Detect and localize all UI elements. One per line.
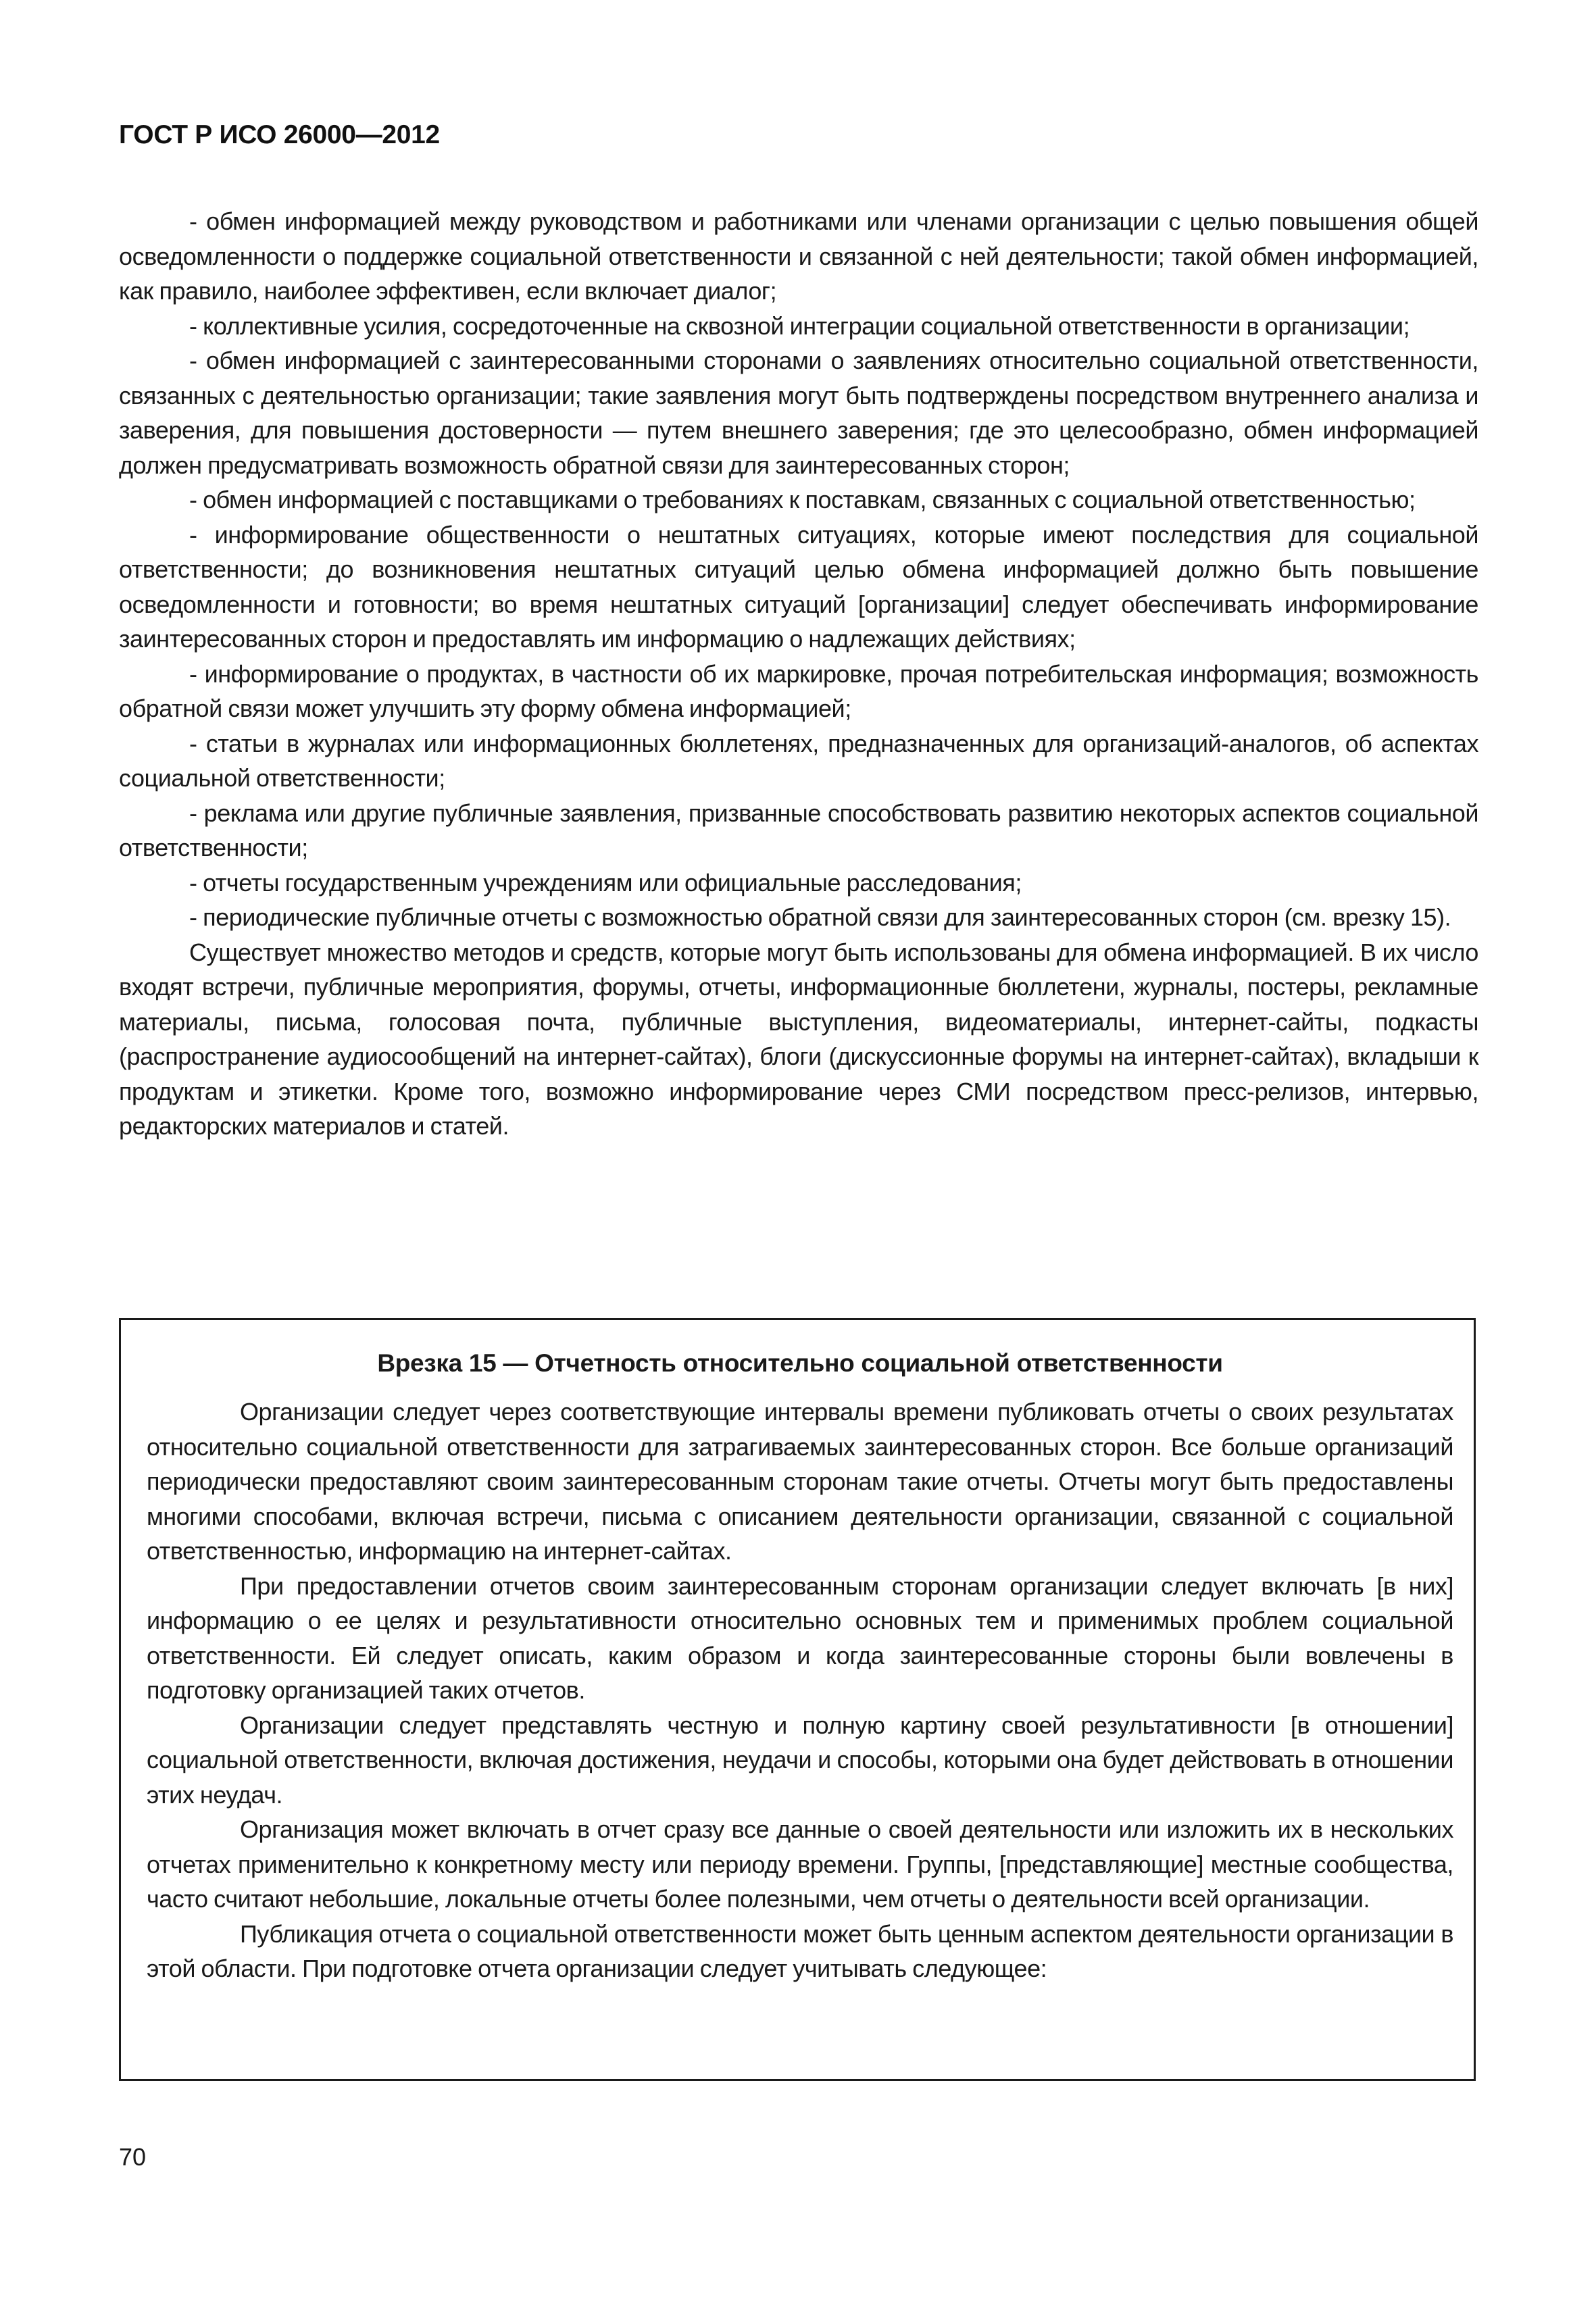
inset-box-15 — [119, 1318, 1476, 2081]
paragraph-5: - информирование общественности о нештатных ситуациях, которые имеют последствия для социальной ответственности; до возникновения нештатных ситуаций целью обмена информацией должно быть повышение осведомленности и готовности; во время нештатных ситуаций [организации] следует обеспечивать информирование заинтересованных сторон и предоставлять им информацию о надлежащих действиях; — [119, 520, 1478, 653]
inset-paragraph-2: При предоставлении отчетов своим заинтересованным сторонам организации следует включать [в них] информацию о ее целях и результативности относительно основных тем и применимых проблем социальной ответственности. Ей следует описать, каким образом и когда заинтересованные стороны были вовлечены в подготовку организацией таких отчетов. — [147, 1571, 1453, 1704]
paragraph-10: - периодические публичные отчеты с возможностью обратной связи для заинтересованных сторон (см. врезку 15). — [189, 903, 1451, 931]
inset-paragraph-1: Организации следует через соответствующие интервалы времени публиковать отчеты о своих результатах относительно социальной ответственности для затрагиваемых заинтересованных сторон. Все больше организаций периодически предоставляют своим заинтересованным сторонам такие отчеты. Отчеты могут быть предоставлены многими способами, включая встречи, письма с описанием деятельности организации, связанной с социальной ответственностью, информацию на интернет-сайтах. — [147, 1398, 1453, 1565]
inset-paragraph-4: Организация может включать в отчет сразу все данные о своей деятельности или изложить их в нескольких отчетах применительно к конкретному месту или периоду времени. Группы, [представляющие] местные сообщества, часто считают небольшие, локальные отчеты более полезными, чем отчеты о деятельности всей организации. — [147, 1815, 1453, 1913]
paragraph-6: - информирование о продуктах, в частности об их маркировке, прочая потребительская информация; возможность обратной связи может улучшить эту форму обмена информацией; — [119, 659, 1478, 722]
inset-paragraph-5: Публикация отчета о социальной ответственности может быть ценным аспектом деятельности организации в этой области. При подготовке отчета организации следует учитывать следующее: — [147, 1919, 1453, 1982]
paragraph-3: - обмен информацией с заинтересованными сторонами о заявлениях относительно социальной ответственности, связанных с деятельностью организации; такие заявления могут быть подтверждены посредством внутреннего анализа и заверения, для повышения достоверности — путем внешнего заверения; где это целесообразно, обмен информацией должен предусматривать возможность обратной связи для заинтересованных сторон; — [119, 347, 1478, 479]
inset-paragraph-3: Организации следует представлять честную и полную картину своей результативности [в отношении] социальной ответственности, включая достижения, неудачи и способы, которыми она будет действовать в отношении этих неудач. — [147, 1711, 1453, 1809]
inset-box-title: Врезка 15 — Отчетность относительно социальной ответственности — [377, 1349, 1223, 1377]
paragraph-8: - реклама или другие публичные заявления, призванные способствовать развитию некоторых аспектов социальной ответственности; — [119, 799, 1478, 861]
paragraph-7: - статьи в журналах или информационных бюллетенях, предназначенных для организаций-аналогов, об аспектах социальной ответственности; — [119, 729, 1478, 792]
inset-box-text — [147, 1394, 1453, 1986]
page-number: 70 — [119, 2143, 147, 2171]
paragraph-11: Существует множество методов и средств, которые могут быть использованы для обмена информацией. В их число входят встречи, публичные мероприятия, форумы, отчеты, информационные бюллетени, журналы, постеры, рекламные материалы, письма, голосовая почта, публичные выступления, видеоматериалы, интернет-сайты, подкасты (распространение аудиосообщений на интернет-сайтах), блоги (дискуссионные форумы на интернет-сайтах), вкладыши к продуктам и этикетки. Кроме того, возможно информирование через СМИ посредством пресс-релизов, интервью, редакторских материалов и статей. — [119, 938, 1478, 1140]
paragraph-1: - обмен информацией между руководством и работниками или членами организации с целью повышения общей осведомленности о поддержке социальной ответственности и связанной с ней деятельности; такой обмен информацией, как правило, наиболее эффективен, если включает диалог; — [119, 207, 1478, 305]
paragraph-4: - обмен информацией с поставщиками о требованиях к поставкам, связанных с социальной ответственностью; — [189, 486, 1416, 513]
paragraph-9: - отчеты государственным учреждениям или официальные расследования; — [189, 868, 1022, 897]
main-text — [119, 204, 1478, 1144]
document-header: ГОСТ Р ИСО 26000—2012 — [119, 120, 440, 149]
paragraph-2: - коллективные усилия, сосредоточенные на сквозной интеграции социальной ответственности в организации; — [189, 311, 1410, 340]
